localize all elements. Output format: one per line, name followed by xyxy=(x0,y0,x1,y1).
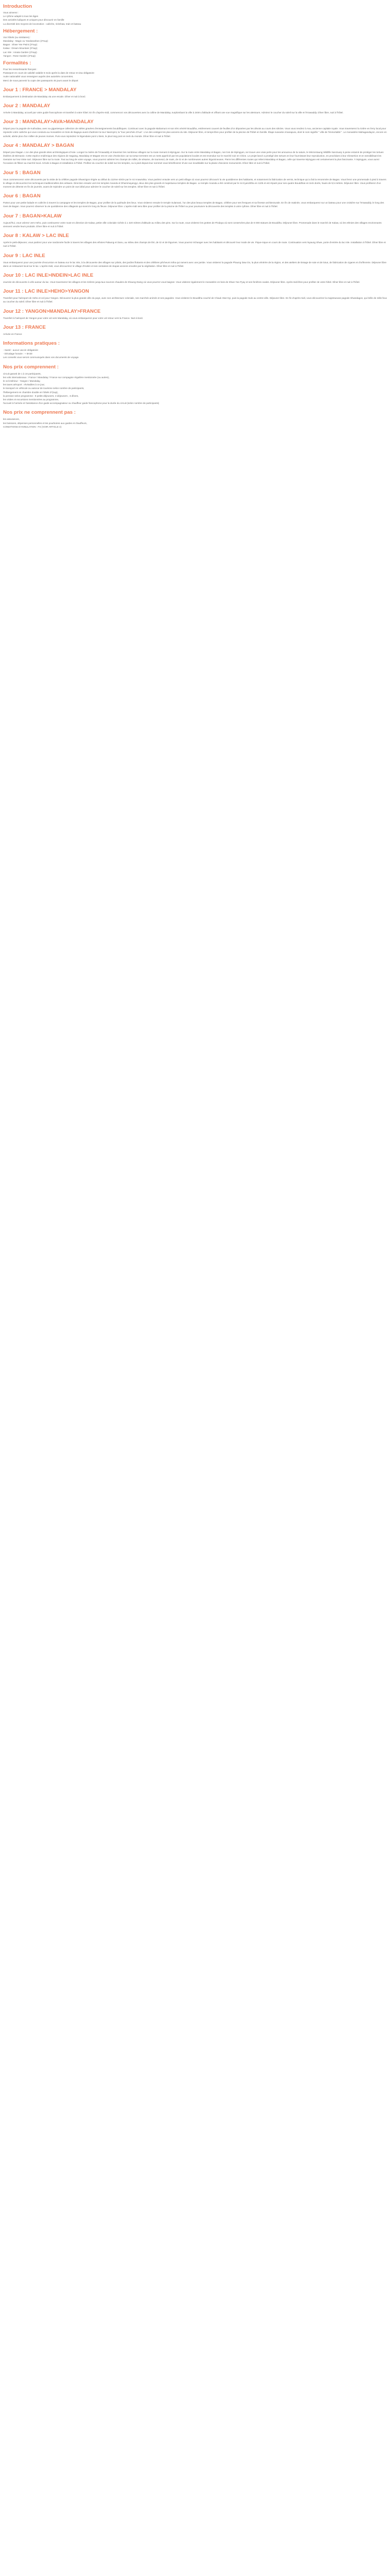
day-description-12: Transfert à l'aéroport de Yangon pour votre vol vers Mandalay, où vous embarquerez pour votre vol retour vers la France. Nuit à bord. xyxy=(3,316,143,319)
hotel-line: Vos hôtels (ou similaires) : xyxy=(3,36,31,39)
info-line: - Santé : aucun vaccin obligatoire xyxy=(3,348,38,351)
day-title-9: Jour 9 : LAC INLE xyxy=(3,252,45,259)
hotel-line: Kalaw : Dream Mountain (3*sup) xyxy=(3,47,38,50)
day-description-3: Départ pour la pagode de Kuthodaw, avec sa gigantesque collection de stèles gravées d'enseignements bouddhiques. Continuez avec la pagode Mahamuni et son très vénéré Bouddha, entièrement couvert de feuilles d'or déposées par les dévots au cours des siècles. Vous vous rendrez à Ava, ancienne capitale royale. Vous traverserez la rivière en ferry local pour rejoindre votre calèche qui vous conduira au monastère en bois de Bagaya avant d'admirer la tour Nanmyint, la "tour penchée d'Ava". L'un des vestiges les plus anciens du site. Déjeuner libre, et temps libre pour profiter de la piscine de l'hôtel en famille. Étape suivante Amarapura, dont le nom signifie " ville de l'immortalité ". Le monastère Mahagandayon, encore en activité, abrite plus d'un millier de jeunes moines. Puis vous rejoindrez le légendaire pont U Bein, le plus long pont en teck du monde. Dîner libre et nuit à l'hôtel. xyxy=(3,127,387,138)
excluded-line: les assurances, xyxy=(3,418,20,421)
day-description-11: Transfert pour l'aéroport de Heho et vol pour Yangon. Découvrez la plus grande ville du pays, avec son architecture coloniale, ses marchés animés et ses pagodes. Vous visiterez le Bouddha couché de Chauk Htat Gyi, puis la pagode Sule au centre-ville. Déjeuner libre. En fin d'après-midi, vous découvrirez la majestueuse pagode Shwedagon, qui brille de mille feux au coucher du soleil. Dîner libre et nuit à l'hôtel. xyxy=(3,297,387,303)
day-description-4: Départ pour Bagan. L'un des plus grands sites archéologiques d'Asie. Longez la rivière de l'Irrawaddy et traversez les nombreux villages sur la route menant à Myingyan. Sur la route entre Mandalay et Bagan, non loin de Myingyan, se trouve une vraie perle pour les amoureux de la nature, le Minzontaung Wildlife Sanctuary à peine entamé de protéger les tortues étoilées de Birmanie. Cette espèce endémique des régions de Sagaing, Mandalay et Magwe est en voie d'extinction car sa tortue terrestre est un mets apprécié par les populations locales et est revendue sur le marché noir en Chine. Le projet lancé a protégé des tortues en leur fournissant leur reproduction, en procédant à leur réinsertion et en sensibilisant les riverains sur leur triste sort. Déjeuner libre sur la route. Tout au long de votre voyage, vous pourrez admirer les champs de millet, de sésame, de tournesol, de maïs, de riz et de nombreuses autres légumineuses. Pierre les différentes routes qui relient Mandalay et Bagan, celle qui traverse Myingyan est certainement la plus fascinante. À Myingyan, vous aurez l'occasion de flâner au marché local. Arrivée à Bagan et installation à l'hôtel. Profitez du coucher de soleil sur les temples, ou à pied depuis leur sommet vous bénéficierez d'une vue inoubliable sur la plaine d'anciens monuments. Dîner libre et nuit à l'hôtel. xyxy=(3,150,384,165)
day-description-9: Vous embarquerez pour une journée d'excursion en bateau sur le lac Inle, à la découverte des villages sur pilotis, des jardins flottants et des célèbres pêcheurs Intha qui rament avec une jambe. Vous visiterez la pagode Phaung Daw Oo, la plus vénérée de la région, et des ateliers de tissage de soie et de lotus, de fabrication de cigares et d'orfèvrerie. Déjeuner libre dans un restaurant local sur le lac. L'après-midi, vous découvrirez le village d'Indein et ses centaines de stupas anciens envahis par la végétation. Dîner libre et nuit à l'hôtel. xyxy=(3,261,387,267)
formalites-line: Merci de nous parvenir la copie des passeports 45 jours avant le départ xyxy=(3,79,78,82)
info-line: Les conseils vous seront communiqués dans vos documents de voyage. xyxy=(3,356,79,359)
day-title-3: Jour 3 : MANDALAY>AVA>MANDALAY xyxy=(3,119,94,125)
day-title-13: Jour 13 : FRANCE xyxy=(3,324,46,330)
section-title-hebergement: Hébergement : xyxy=(3,28,38,34)
day-title-4: Jour 4 : MANDALAY > BAGAN xyxy=(3,142,74,148)
included-line: les vols internationaux : France / Mandalay / France sur compagnie régulière mentionnée (ou autres), xyxy=(3,376,110,379)
included-line: les taxes aéroport : révisables à ce jour, xyxy=(3,383,45,386)
day-description-6: Partez pour une petite balade en calèche à travers la campagne et les temples de Bagan, pour profiter de la quiétude des lieux. Vous visiterez ensuite le temple Sulamani, l'un des plus beaux temples de Bagan, célèbre pour ses fresques et sa finesse architecturale. En fin de matinée, vous embarquerez sur un bateau pour une croisière sur l'Irrawaddy, le long des rives de Bagan. Vous pourrez observer la vie quotidienne des villageois qui vivent le long du fleuve. Déjeuner libre. L'après-midi sera libre pour profiter de la piscine de l'hôtel ou pour poursuivre la découverte des temples à votre rythme. Dîner libre et nuit à l'hôtel. xyxy=(3,201,384,208)
hotel-line: Mandalay : Magic ou Yandanarbon (3*sup) xyxy=(3,40,48,43)
included-line: circuit garanti de 1 à 16 participants, xyxy=(3,372,41,375)
formalites-line: Pour les ressortissants français : xyxy=(3,68,38,71)
hotel-line: Lac Inle : Amata Garden (3*sup) xyxy=(3,50,37,54)
intro-line: Le rythme adapté à tous les âges xyxy=(3,15,38,18)
included-line: le transport en véhicule ou autocar de tourisme selon nombre de participants, xyxy=(3,387,85,390)
included-line: les visites et excursions mentionnées au programme, xyxy=(3,398,59,401)
included-line: l'accueil à l'arrivée et l'assistance d'un guide accompagnateur ou chauffeur guide francophone pour la durée du circuit (selon nombre de participants) xyxy=(3,402,159,405)
day-description-8: Après le petit-déjeuner, vous partirez pour une randonnée facile à travers les villages des ethnies Palaung et Danu, au milieu des champs de thé, de riz et de légumes. Vous pourrez échanger avec les habitants et découvrir leur mode de vie. Pique-nique en cours de route. Continuation vers Nyaung Shwe, porte d'entrée du lac Inle. Installation à l'hôtel. Dîner libre et nuit à l'hôtel. xyxy=(3,241,386,248)
intro-line: La diversité des moyens de locomotion : calèche, rickshaw, train et bateau xyxy=(3,22,82,25)
day-title-2: Jour 2 : MANDALAY xyxy=(3,103,51,109)
included-line: la pension selon programme : 9 petits-déjeuners, 3 déjeuners , 3 dîners, xyxy=(3,394,79,397)
included-line: l'hébergement en chambre double en hôtels 3*(sup), xyxy=(3,391,58,394)
section-title-informations: Informations pratiques : xyxy=(3,340,60,346)
intro-line: Vous aimerez : xyxy=(3,11,19,14)
day-title-1: Jour 1 : FRANCE > MANDALAY xyxy=(3,87,77,93)
excluded-line: les boissons, dépenses personnelles et les pourboires aux guides et chauffeurs, xyxy=(3,421,87,425)
day-description-10: Journée de découverte à vélo autour du lac. Vous traverserez les villages et les rizières jusqu'aux sources chaudes de Khaung Daing où vous pourrez vous baigner. Vous visiterez également le monastère en bois de Shwe Yan Pyay et ses fenêtres ovales. Déjeuner libre. Après-midi libre pour profiter de votre hôtel. Dîner libre et nuit à l'hôtel. xyxy=(3,280,360,283)
hotel-line: Yangon : Rose Garden (3*sup) xyxy=(3,54,36,57)
day-description-13: Arrivée en France xyxy=(3,332,22,335)
section-title-prix-comprennent: Nos prix comprennent : xyxy=(3,364,59,370)
travel-itinerary-document xyxy=(0,0,391,432)
info-line: - Décalage horaire : + 5H30 xyxy=(3,352,32,355)
day-description-5: Vous commencerez votre découverte par la visite de la célèbre pagode Shwezigon érigée au début du 11ème siècle par le roi Anawrahta. Vous partirez ensuite vers un petit village où vous pourrez découvrir la vie quotidienne des habitants, et notamment la fabrication de vernis, technique qui a fait la renommée de Bagan. Vous ferez une promenade à pied à travers le village et découvrirez les techniques traditionnelles des artisans. Direction ensuite vers les temples Ananda et Dhammayangyi, deux des plus grands et majestueux temples de Bagan. Le temple Ananda a été construit par le roi Kyanzittha en 1105 et est réputé pour ses quatre Bouddhas en teck dorés, hauts de 9,5 mètres. Déjeuner libre. Vous profiterez d'un moment de détente en fin de journée, avant de rejoindre un point de vue idéal pour admirer le coucher de soleil sur les temples. Dîner libre et nuit à l'hôtel. xyxy=(3,178,386,189)
intro-line: Des activités ludiques et uniques pour découvrir en famille xyxy=(3,19,64,22)
day-title-8: Jour 8 : KALAW > LAC INLE xyxy=(3,233,69,239)
day-title-5: Jour 5 : BAGAN xyxy=(3,170,41,176)
day-description-2: Arrivée à Mandalay, accueil par votre guide francophone et transfert à votre hôtel. En fin d'après-midi, commencez vos découvertes avec la colline de Mandalay, surplombant la ville à 240m d'altitude et offrant une vue magnifique sur les alentours. Admirez le coucher du soleil sur la ville et l'Irrawaddy. Dîner libre, nuit à l'hôtel. xyxy=(3,111,344,114)
cancellation-conditions: CONDITIONS D'ANNULATION : FS (VOIR ARTICLE 4) xyxy=(3,425,62,428)
day-title-6: Jour 6 : BAGAN xyxy=(3,193,41,199)
day-title-11: Jour 11 : LAC INLE>HEHO>YANGON xyxy=(3,289,89,295)
section-title-formalites: Formalités : xyxy=(3,60,31,66)
hotel-line: Bagan : Shwe Yee Pwint (3*sup) xyxy=(3,43,38,46)
included-line: le vol intérieur : Yangon / Mandalay, xyxy=(3,379,41,382)
day-title-10: Jour 10 : LAC INLE>INDEIN>LAC INLE xyxy=(3,272,93,278)
day-title-12: Jour 12 : YANGON>MANDALAY>FRANCE xyxy=(3,308,101,314)
day-title-7: Jour 7 : BAGAN>KALAW xyxy=(3,213,62,219)
section-title-prix-ne-comprennent-pas: Nos prix ne comprennent pas : xyxy=(3,410,76,416)
formalites-line: Passeport en cours de validité valable 6 mois après la date de retour et visa obligatoire xyxy=(3,72,94,75)
formalites-line: Autre nationalité vous renseigner auprès des autorités concernées. xyxy=(3,75,74,78)
day-description-7: Aujourd'hui, vous volerez vers Heho, puis continuerez votre route en direction de Kalaw, petite ville coloniale nichée à 1 320 mètres d'altitude au milieu des pins. Sur la route, vous visiterez les grottes de Pindaya où sont conservées plus de 8 000 statues de Bouddha. Déjeuner libre. Promenade dans le marché de Kalaw, où les ethnies des villages environnants viennent vendre leurs produits. Dîner libre et nuit à l'hôtel. xyxy=(3,221,382,228)
day-description-1: Embarquement à destination de Mandalay via une escale. Dîner et nuit à bord. xyxy=(3,95,86,98)
section-title-introduction: Introduction xyxy=(3,4,32,9)
